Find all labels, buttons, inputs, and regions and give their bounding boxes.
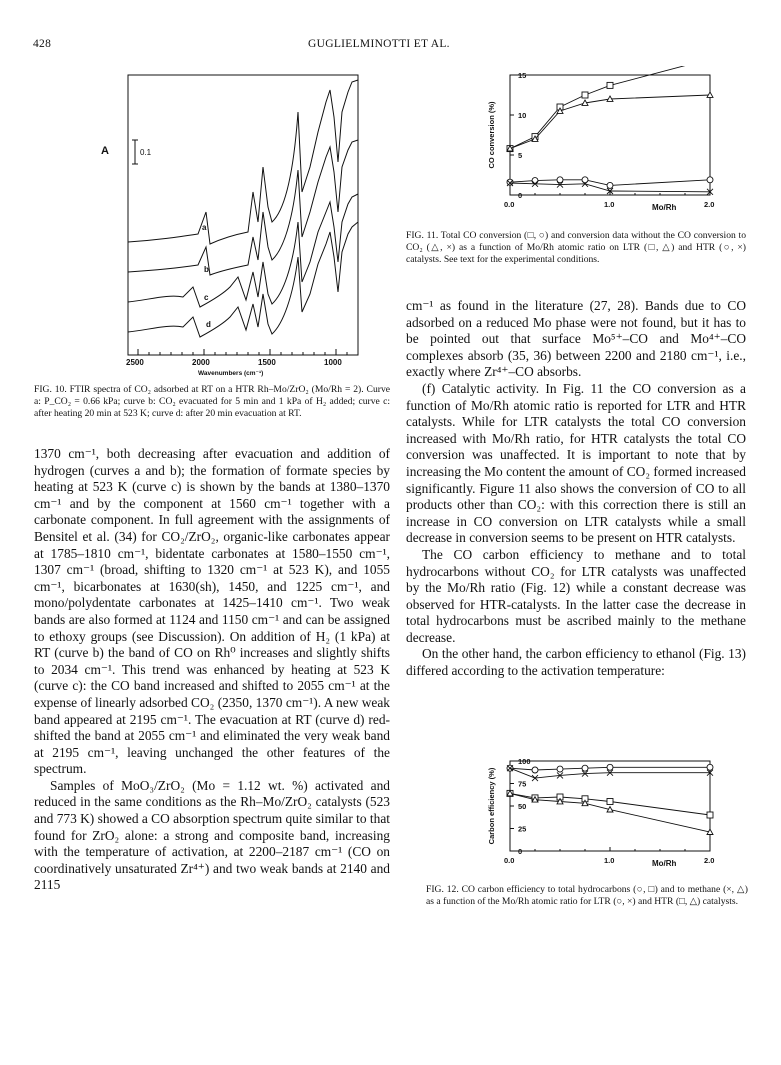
y-tick-label: 10 xyxy=(518,111,527,120)
y-tick-label: 75 xyxy=(518,779,527,789)
data-point-square xyxy=(582,92,588,98)
page-number: 428 xyxy=(33,38,52,50)
y-tick-label: 5 xyxy=(518,151,523,160)
fig11-chart xyxy=(470,66,740,226)
fig10-panel-label: A xyxy=(101,145,109,157)
data-point-circle xyxy=(532,767,538,773)
fig12-caption: FIG. 12. CO carbon efficiency to total hydrocarbons (○, □) and to methane (×, △) as a function of the Mo/Rh atomic ratio for LTR (○, ×) and HTR (□, △) catalysts. xyxy=(426,884,748,907)
x-axis-label: Mo/Rh xyxy=(652,859,677,868)
data-point-circle xyxy=(582,765,588,771)
y-tick-label: 50 xyxy=(518,802,527,811)
x-tick-label: 1.0 xyxy=(604,200,615,209)
data-point-circle xyxy=(607,182,613,188)
right-column-p4: On the other hand, the carbon efficiency to ethanol (Fig. 13) differed according to the activation temperature: xyxy=(406,646,746,679)
left-column-p1: 1370 cm⁻¹, both decreasing after evacuation and addition of hydrogen (curves a and b); the formation of formate species by heating at 523 K (curve c) is shown by the bands at 1380–1370 cm⁻¹ and by the component at 1560 cm⁻¹ together with a carbonate component. In full agreement with the assignments of Bensitel et al. (34) for CO₂/ZrO₂, organic-like carbonates appear at 1785–1810 cm⁻¹, bidentate carbonates at 1580–1550 cm⁻¹, 1307 cm⁻¹ (broad, shifting to 1320 cm⁻¹ at 523 K), and 1055 cm⁻¹, bicarbonates at 1630(sh), 1450, and 1225 cm⁻¹, and mono/polydentate carbonates at 1425–1410 cm⁻¹. Two weak bands are also formed at 1124 and 1150 cm⁻¹ and can be assigned to ethoxy groups (see Discussion). On addition of H₂ (1 kPa) at RT (curve b) the band of CO on Rh⁰ increases and slightly shifts to 2034 cm⁻¹. This trend was enhanced by heating at 523 K (curve c): the CO band increased and shifted to 2055 cm⁻¹ at the expense of linearly adsorbed CO₂ (2350, 1370 cm⁻¹). A new weak band appeared at 2195 cm⁻¹. The evacuation at RT (curve d) red-shifted the band at 2055 cm⁻¹ and eliminated the very weak band at 2195 cm⁻¹, leaving unchanged the other features of the spectrum. xyxy=(34,446,390,777)
data-point-square xyxy=(607,799,613,805)
x-tick-label: 1.0 xyxy=(604,856,615,865)
data-point-circle xyxy=(607,764,613,770)
fig10-x-ticks xyxy=(138,349,347,355)
fig11-plot xyxy=(487,66,714,212)
data-point-square xyxy=(707,812,713,818)
curve-label-d: d xyxy=(206,320,211,329)
y-axis-label: CO conversion (%) xyxy=(487,101,496,169)
fig10-x-tick-1000: 1000 xyxy=(324,358,342,367)
y-axis-label: Carbon efficiency (%) xyxy=(487,767,496,845)
fig10-x-label: Wavenumbers (cm⁻¹) xyxy=(198,370,264,377)
left-column-p2: Samples of MoO₃/ZrO₂ (Mo = 1.12 wt. %) activated and reduced in the same conditions as the Rh–Mo/ZrO₂ catalysts (523 and 773 K) showed a CO absorption spectrum quite similar to that found for ZrO₂ alone: a strong and composite band, increasing with the temperature of activation, at 2200–2187 cm⁻¹ (CO on coordinatively unsaturated Zr⁴⁺) and two weak bands at 2140 and 2115 xyxy=(34,777,390,893)
fig10-frame xyxy=(128,75,358,355)
x-tick-label: 2.0 xyxy=(704,856,715,865)
fig10-x-tick-1500: 1500 xyxy=(258,358,276,367)
data-point-circle xyxy=(532,178,538,184)
plot-frame xyxy=(510,75,710,195)
fig12-plot xyxy=(487,757,714,868)
curve-label-a: a xyxy=(202,223,207,232)
fig10-x-tick-2000: 2000 xyxy=(192,358,210,367)
x-tick-label: 2.0 xyxy=(704,200,715,209)
spectrum-b xyxy=(128,140,358,275)
series-line-square xyxy=(510,66,710,149)
data-point-circle xyxy=(707,764,713,770)
y-tick-label: 15 xyxy=(518,71,527,80)
right-column-p2: (f) Catalytic activity. In Fig. 11 the CO conversion as a function of Mo/Rh atomic ratio is reported for LTR and HTR catalysts. While for LTR catalysts the total CO conversion increased with Mo/Rh ratio, for HTR catalysts the total CO conversion was unaffected. It is important to note that by increasing the Mo content the amount of CO₂ formed increased significantly. Figure 11 also shows the conversion of CO to all products other than CO₂: with this correction there is still an increase in CO conversion on LTR catalysts while a small decrease in conversion seems to be present on HTR catalysts. xyxy=(406,380,746,546)
y-tick-label: 100 xyxy=(518,757,531,766)
data-point-circle xyxy=(707,177,713,183)
running-title: GUGLIELMINOTTI ET AL. xyxy=(308,38,450,50)
left-column xyxy=(34,446,390,894)
data-point-circle xyxy=(557,766,563,772)
fig10-spectra xyxy=(98,72,380,387)
fig10-caption: FIG. 10. FTIR spectra of CO₂ adsorbed at RT on a HTR Rh–Mo/ZrO₂ (Mo/Rh = 2). Curve a: P_CO₂ = 0.66 kPa; curve b: CO₂ evacuated for 5 min and 1 kPa of H₂ added; curve c: after heating 20 min at 523 K; curve d: after 20 min evacuation at RT. xyxy=(34,384,390,419)
fig12-chart xyxy=(470,752,740,882)
fig11-caption: FIG. 11. Total CO conversion (□, ○) and conversion data without the CO conversion to CO₂ (△, ×) as a function of Mo/Rh atomic ratio on LTR (□, △) and HTR (○, ×) catalysts. See text for the experimental conditions. xyxy=(406,230,746,265)
fig10-scale-label: 0.1 xyxy=(140,148,152,157)
x-axis-label: Mo/Rh xyxy=(652,203,677,212)
y-tick-label: 25 xyxy=(518,824,527,834)
right-column-p1: cm⁻¹ as found in the literature (27, 28). Bands due to CO adsorbed on a reduced Mo phase were not found, but it has to be pointed out that surface Mo⁵⁺–CO and Mo⁴⁺–CO complexes absorb (35, 36) between 2200 and 2180 cm⁻¹, i.e., exactly where Zr⁴⁺–CO absorbs. xyxy=(406,298,746,380)
right-column xyxy=(406,298,746,680)
x-tick-label: 0.0 xyxy=(504,856,515,865)
right-column-p3: The CO carbon efficiency to methane and to total hydrocarbons without CO₂ for LTR catalysts was unaffected by the Mo/Rh ratio (Fig. 12) while a constant decrease was observed for HTR-catalysts. In the latter case the decrease in total hydrocarbons must be ascribed mainly to the methane decrease. xyxy=(406,546,746,645)
x-tick-label: 0.0 xyxy=(504,200,515,209)
curve-label-c: c xyxy=(204,293,209,302)
series-line-triangle xyxy=(510,95,710,149)
y-tick-label: 0 xyxy=(518,191,523,200)
y-tick-label: 0 xyxy=(518,847,523,856)
data-point-circle xyxy=(507,179,513,185)
fig10-x-tick-2500: 2500 xyxy=(126,358,144,367)
data-point-square xyxy=(607,82,613,88)
curve-label-b: b xyxy=(204,265,209,274)
